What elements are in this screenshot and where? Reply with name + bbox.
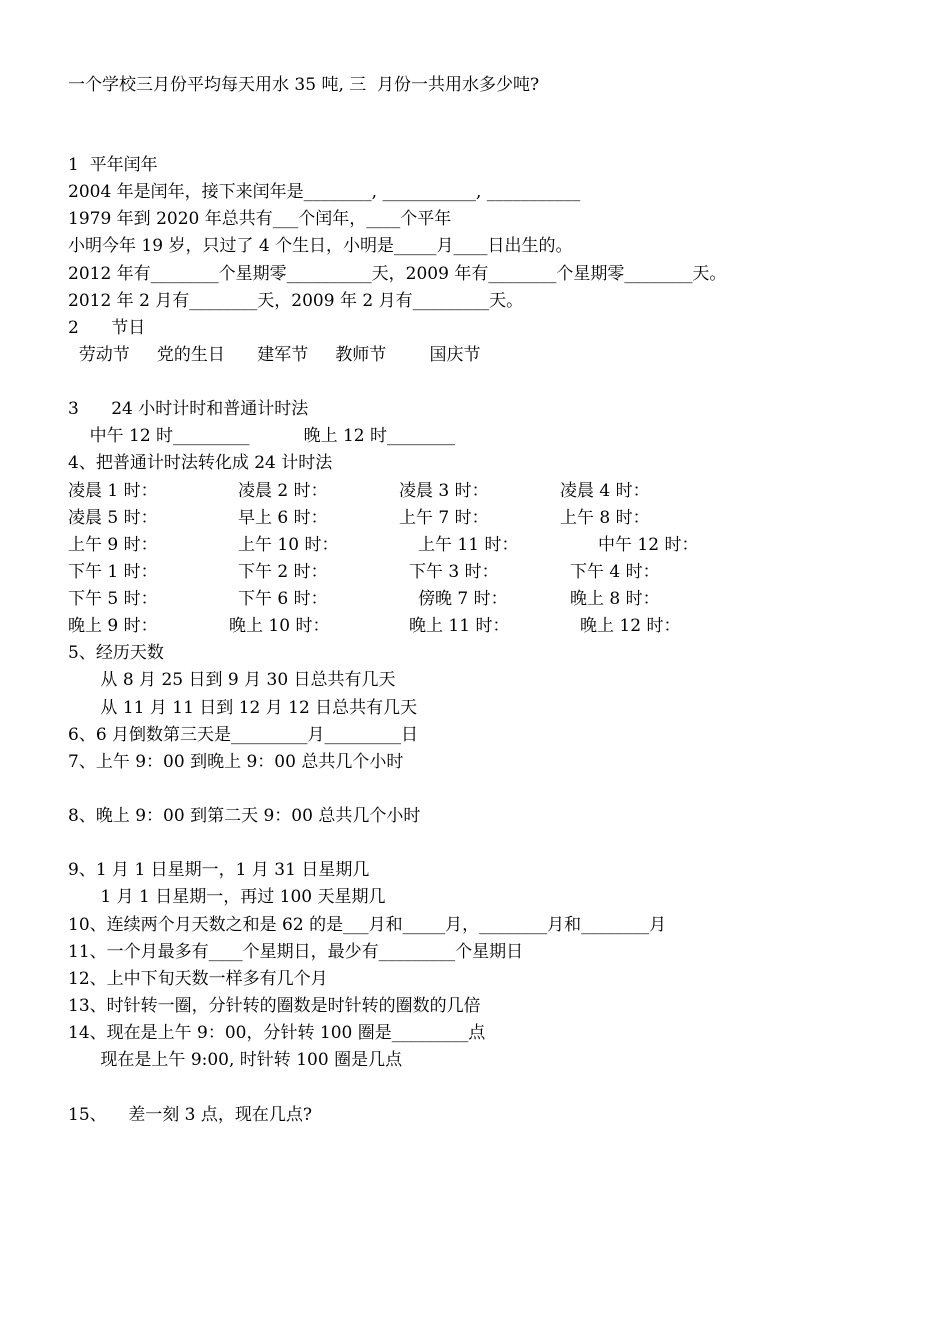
grid-cell: 晚上 11 时： xyxy=(409,616,510,636)
section-5-heading: 5、经历天数 xyxy=(68,643,164,663)
grid-cell: 上午 9 时： xyxy=(68,535,158,555)
section-1-heading: 1 平年闰年 xyxy=(68,155,158,175)
grid-cell: 晚上 8 时： xyxy=(570,589,660,609)
leap-year-q5: 2012 年 2 月有________天，2009 年 2 月有_________天。 xyxy=(68,291,524,311)
grid-cell: 傍晚 7 时： xyxy=(418,589,508,609)
section-3-heading: 3 24 小时计时和普通计时法 xyxy=(68,399,309,419)
question-9b: 1 月 1 日星期一，再过 100 天星期几 xyxy=(68,887,386,907)
grid-cell: 下午 3 时： xyxy=(409,562,499,582)
grid-cell: 晚上 12 时： xyxy=(580,616,681,636)
grid-cell: 凌晨 1 时： xyxy=(68,481,158,501)
leap-year-q3: 小明今年 19 岁，只过了 4 个生日，小明是_____月____日出生的。 xyxy=(68,236,573,256)
question-8: 8、晚上 9：00 到第二天 9：00 总共几个小时 xyxy=(68,806,421,826)
grid-cell: 凌晨 2 时： xyxy=(238,481,328,501)
grid-cell: 上午 10 时： xyxy=(238,535,339,555)
grid-cell: 中午 12 时： xyxy=(598,535,699,555)
grid-cell: 凌晨 3 时： xyxy=(399,481,489,501)
question-7: 7、上午 9：00 到晚上 9：00 总共几个小时 xyxy=(68,752,404,772)
grid-cell: 早上 6 时： xyxy=(238,508,328,528)
grid-cell: 下午 1 时： xyxy=(68,562,158,582)
question-6: 6、6 月倒数第三天是_________月_________日 xyxy=(68,725,419,745)
question-14: 14、现在是上午 9：00，分针转 100 圈是_________点 xyxy=(68,1023,486,1043)
days-q1: 从 8 月 25 日到 9 月 30 日总共有几天 xyxy=(68,670,396,690)
grid-cell: 下午 6 时： xyxy=(238,589,328,609)
intro-question: 一个学校三月份平均每天用水 35 吨, 三 月份一共用水多少吨? xyxy=(68,75,540,95)
grid-cell: 下午 2 时： xyxy=(238,562,328,582)
question-11: 11、一个月最多有____个星期日，最少有_________个星期日 xyxy=(68,942,524,962)
grid-cell: 上午 7 时： xyxy=(399,508,489,528)
grid-cell: 凌晨 4 时： xyxy=(560,481,650,501)
question-10: 10、连续两个月天数之和是 62 的是___月和_____月，________月和________月 xyxy=(68,915,667,935)
grid-cell: 下午 4 时： xyxy=(570,562,660,582)
grid-cell: 下午 5 时： xyxy=(68,589,158,609)
grid-cell: 晚上 9 时： xyxy=(68,616,158,636)
noon-midnight-q: 中午 12 时_________ 晚上 12 时________ xyxy=(68,426,456,446)
question-13: 13、时针转一圈，分针转的圈数是时针转的圈数的几倍 xyxy=(68,996,481,1016)
leap-year-q2: 1979 年到 2020 年总共有___个闰年，____个平年 xyxy=(68,209,452,229)
holiday-list: 劳动节 党的生日 建军节 教师节 国庆节 xyxy=(68,345,481,365)
question-12: 12、上中下旬天数一样多有几个月 xyxy=(68,969,328,989)
leap-year-q1: 2004 年是闰年，接下来闰年是________, ___________, ___________ xyxy=(68,182,581,202)
days-q2: 从 11 月 11 日到 12 月 12 日总共有几天 xyxy=(68,698,418,718)
leap-year-q4: 2012 年有________个星期零__________天，2009 年有________个星期零________天。 xyxy=(68,264,727,284)
grid-cell: 上午 8 时： xyxy=(560,508,650,528)
section-4-heading: 4、把普通计时法转化成 24 计时法 xyxy=(68,453,333,473)
section-2-heading: 2 节日 xyxy=(68,318,146,338)
question-14b: 现在是上午 9:00, 时针转 100 圈是几点 xyxy=(68,1050,403,1070)
grid-cell: 凌晨 5 时： xyxy=(68,508,158,528)
question-15: 15、 差一刻 3 点，现在几点? xyxy=(68,1105,312,1125)
grid-cell: 晚上 10 时： xyxy=(229,616,330,636)
grid-cell: 上午 11 时： xyxy=(418,535,519,555)
question-9: 9、1 月 1 日星期一，1 月 31 日星期几 xyxy=(68,860,370,880)
